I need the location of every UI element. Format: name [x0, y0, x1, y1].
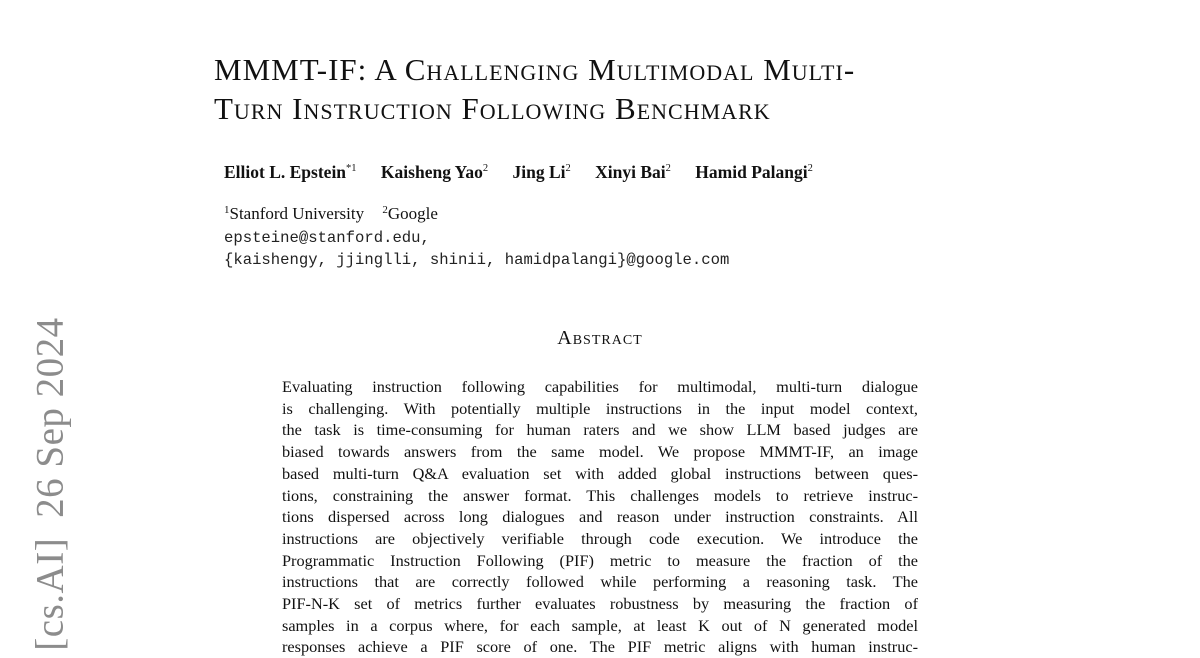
- abstract-line: instructions are objectively verifiable through code execution. We introduce the: [282, 528, 918, 548]
- affiliation: $^2$Google: [382, 204, 438, 223]
- abstract-line: tions dispersed across long dialogues and reason under instruction constraints. All: [282, 507, 918, 527]
- abstract-line: tions, constraining the answer format. This challenges models to retrieve instruc-: [282, 485, 918, 505]
- author: Hamid Palangi$^2$: [695, 162, 813, 182]
- paper-title: [214, 50, 1034, 128]
- author-emails: [224, 227, 729, 271]
- abstract-text: [282, 376, 918, 658]
- arxiv-date: 26 Sep 2024: [28, 317, 72, 518]
- email-line: epsteine@stanford.edu,: [224, 229, 430, 247]
- abstract-line: Evaluating instruction following capabilities for multimodal, multi-turn dialogue: [282, 377, 918, 396]
- arxiv-category: [cs.AI]: [28, 537, 72, 651]
- abstract-line: Programmatic Instruction Following (PIF) metric to measure the fraction of the: [282, 550, 918, 570]
- arxiv-side-stamp: [28, 317, 72, 651]
- abstract-line: is challenging. With potentially multiple instructions in the input model context,: [282, 398, 918, 418]
- abstract-line: biased towards answers from the same model. We propose MMMT-IF, an image: [282, 442, 918, 462]
- email-line: {kaishengy, jjinglli, shinii, hamidpalangi}@google.com: [224, 251, 730, 269]
- author: Xinyi Bai$^2$: [595, 162, 671, 182]
- abstract-line: responses achieve a PIF score of one. The PIF metric aligns with human instruc-: [282, 637, 918, 657]
- abstract-heading: Abstract: [557, 327, 643, 349]
- abstract-line: based multi-turn Q&A evaluation set with added global instructions between ques-: [282, 463, 918, 483]
- abstract-line: instructions that are correctly followed while performing a reasoning task. The: [282, 572, 918, 592]
- abstract-line: the task is time-consuming for human raters and we show LLM based judges are: [282, 420, 918, 440]
- author: Kaisheng Yao$^2$: [380, 162, 489, 182]
- affiliations: [224, 204, 452, 224]
- author: Jing Li$^2$: [512, 162, 571, 182]
- abstract-line: samples in a corpus where, for each sample, at least K out of N generated model: [282, 615, 918, 635]
- title-line-1: MMMT-IF: A Challenging Multimodal Multi-: [214, 52, 856, 87]
- title-line-2: Turn Instruction Following Benchmark: [214, 91, 771, 126]
- affiliation: $^1$Stanford University: [224, 204, 365, 223]
- author: Elliot L. Epstein$^{*1}$: [224, 162, 357, 182]
- author-list: [224, 162, 833, 183]
- abstract-line: PIF-N-K set of metrics further evaluates robustness by measuring the fraction of: [282, 594, 918, 614]
